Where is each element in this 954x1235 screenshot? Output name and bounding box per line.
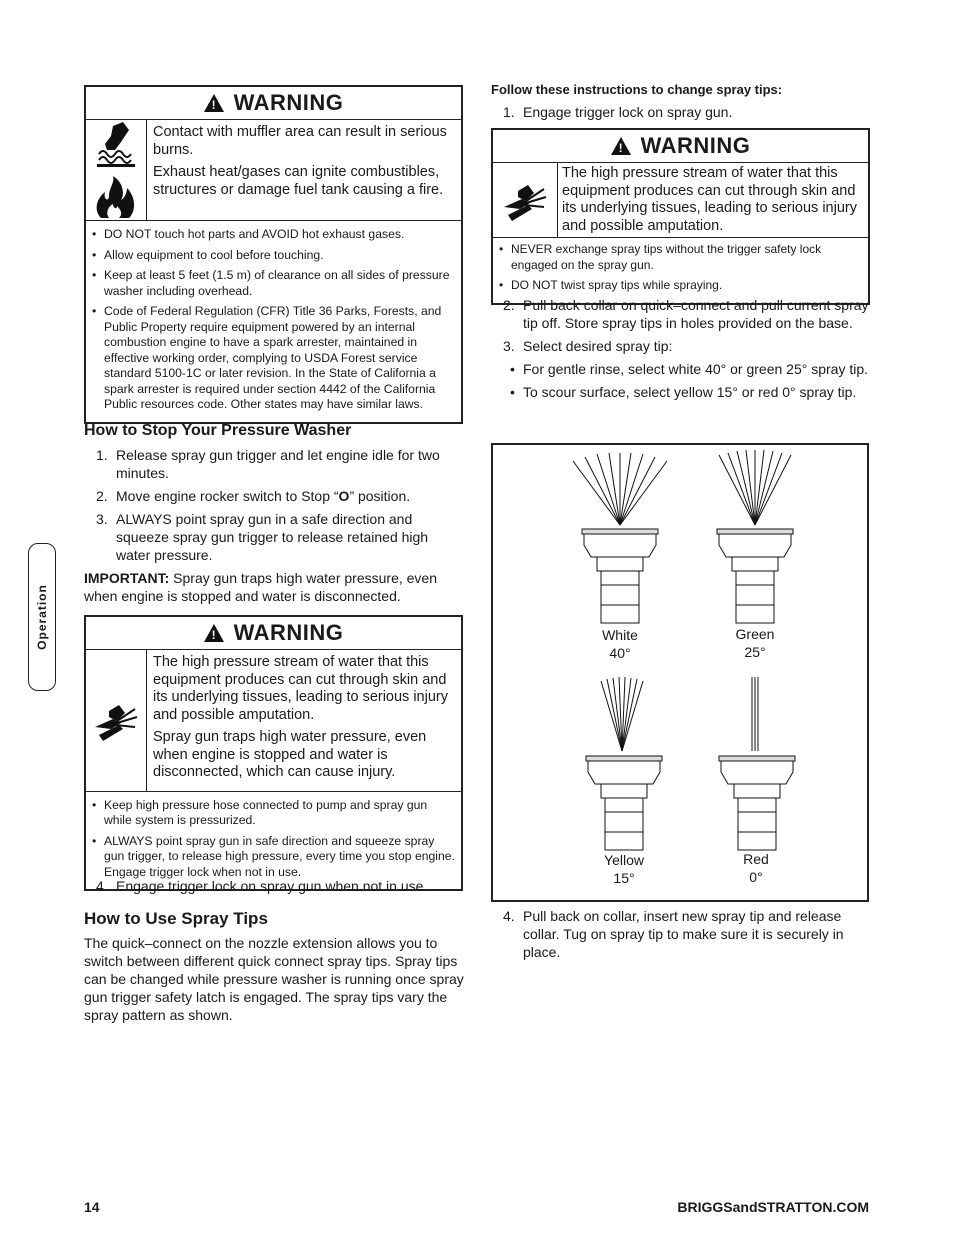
warning-box-muffler — [84, 85, 463, 424]
spray-tip-green-25 — [717, 450, 793, 623]
sub-bullet: • To scour surface, select yellow 15° or red 0° spray tip. — [510, 384, 857, 400]
warning-header — [86, 617, 461, 650]
spray-tip-red-0 — [719, 677, 795, 850]
warning-bullet: • DO NOT twist spray tips while spraying. — [511, 278, 862, 294]
warning-bullet: • Code of Federal Regulation (CFR) Title 36 Parks, Forests, and Public Property require equipment powered by an internal combustion engine to have a spark arrester, maintained in effective working order, complying to USDA Forest service standard 5100-1C or later revision. In the State of California a spark arrester is required under section 4442 of the California Public resources code. Other states may have similar laws. — [104, 304, 455, 413]
warning-header — [86, 87, 461, 120]
warning-bullet: • Keep at least 5 feet (1.5 m) of clearance on all sides of pressure washer including overhead. — [104, 268, 455, 299]
warning-triangle-icon: ! — [611, 137, 631, 155]
change-step-4 — [491, 907, 869, 966]
warning-bullets — [86, 221, 461, 422]
side-tab-label: Operation — [35, 584, 49, 650]
page-number: 14 — [84, 1199, 100, 1215]
stop-steps — [84, 446, 464, 564]
change-tips-intro — [491, 81, 869, 126]
warning-paragraph: Exhaust heat/gases can ignite combustibles, structures or damage fuel tank causing a fire. — [153, 164, 444, 198]
warning-triangle-icon: ! — [204, 94, 224, 112]
warning-title: WARNING — [640, 133, 751, 158]
spray-tips-diagram — [491, 443, 869, 902]
spray-tips-illustration — [493, 445, 867, 900]
tips-body: The quick–connect on the nozzle extension allows you to switch between different quick connect spray tips. Spray tips can be changed while pressure washer is running once spray gun trigger safety latch is engaged. The spray tips vary the spray pattern as shown. — [84, 935, 464, 1023]
step-item: 1. Engage trigger lock on spray gun. — [503, 104, 733, 120]
stop-step-4 — [84, 877, 464, 900]
warning-text — [147, 120, 461, 220]
hot-surface-icon — [93, 120, 139, 168]
warning-paragraph: The high pressure stream of water that this equipment produces can cut through skin and its underlying tissues, leading to serious injury and possible amputation. — [562, 165, 857, 234]
warning-bullet: • Allow equipment to cool before touching. — [104, 248, 455, 264]
warning-header — [493, 130, 868, 163]
tip-label-green: Green 25° — [735, 626, 775, 660]
step-item: 1. Release spray gun trigger and let engine idle for two minutes. — [96, 447, 440, 481]
spray-tip-yellow-15 — [586, 677, 662, 850]
tip-label-red: Red 0° — [743, 851, 769, 885]
step-item: 2. Move engine rocker switch to Stop “O” position. — [96, 488, 411, 504]
section-heading: How to Stop Your Pressure Washer — [84, 422, 352, 439]
change-steps — [491, 296, 869, 406]
tip-label-white: White 40° — [602, 627, 638, 661]
spray-tip-white-40 — [573, 453, 667, 623]
section-heading: How to Use Spray Tips — [84, 909, 268, 928]
warning-bullet: • ALWAYS point spray gun in safe direction and squeeze spray gun trigger, to release high pressure, every time you stop engine. Engage trigger lock when not in use. — [104, 834, 455, 881]
step-item: 4. Pull back on collar, insert new spray tip and release collar. Tug on spray tip to make sure it is securely in place. — [503, 908, 844, 960]
step-item: 4. Engage trigger lock on spray gun when not in use. — [96, 878, 428, 894]
tips-section — [84, 910, 466, 1024]
warning-bullets — [493, 238, 868, 303]
step-item: 3. Select desired spray tip: — [503, 338, 673, 354]
warning-bullets — [86, 792, 461, 890]
warning-paragraph: Spray gun traps high water pressure, even when engine is stopped and water is disconnected, which can cause injury. — [153, 729, 427, 780]
warning-triangle-icon: ! — [204, 624, 224, 642]
warning-box-spray-gun — [84, 615, 463, 891]
warning-title: WARNING — [233, 620, 344, 645]
warning-title: WARNING — [233, 90, 344, 115]
section-side-tab — [28, 543, 56, 691]
high-pressure-spray-icon — [91, 695, 141, 745]
warning-paragraph: Contact with muffler area can result in serious burns. — [153, 124, 447, 158]
stop-section — [84, 422, 464, 605]
fire-icon — [91, 174, 141, 220]
warning-bullet: • NEVER exchange spray tips without the trigger safety lock engaged on the spray gun. — [511, 242, 862, 273]
footer-website: BRIGGSandSTRATTON.COM — [677, 1199, 869, 1215]
important-note: IMPORTANT: Spray gun traps high water pressure, even when engine is stopped and water is disconnected. — [84, 570, 437, 604]
step-item: 3. ALWAYS point spray gun in a safe direction and squeeze spray gun trigger to release retained high water pressure. — [96, 511, 429, 563]
warning-paragraph: The high pressure stream of water that this equipment produces can cut through skin and its underlying tissues, leading to serious injury and possible amputation. — [153, 654, 448, 723]
change-tips-heading: Follow these instructions to change spray tips: — [491, 82, 783, 97]
warning-text — [147, 650, 461, 791]
tip-label-yellow: Yellow 15° — [604, 852, 644, 886]
warning-box-spray-tips — [491, 128, 870, 305]
warning-bullet: • Keep high pressure hose connected to pump and spray gun while system is pressurized. — [104, 798, 455, 829]
warning-bullet: • DO NOT touch hot parts and AVOID hot exhaust gases. — [104, 227, 455, 243]
high-pressure-spray-icon — [500, 175, 550, 225]
warning-text — [558, 163, 868, 237]
sub-bullet: • For gentle rinse, select white 40° or green 25° spray tip. — [510, 361, 869, 377]
step-item: 2. Pull back collar on quick–connect and pull current spray tip off. Store spray tips in holes provided on the base. — [503, 297, 869, 331]
